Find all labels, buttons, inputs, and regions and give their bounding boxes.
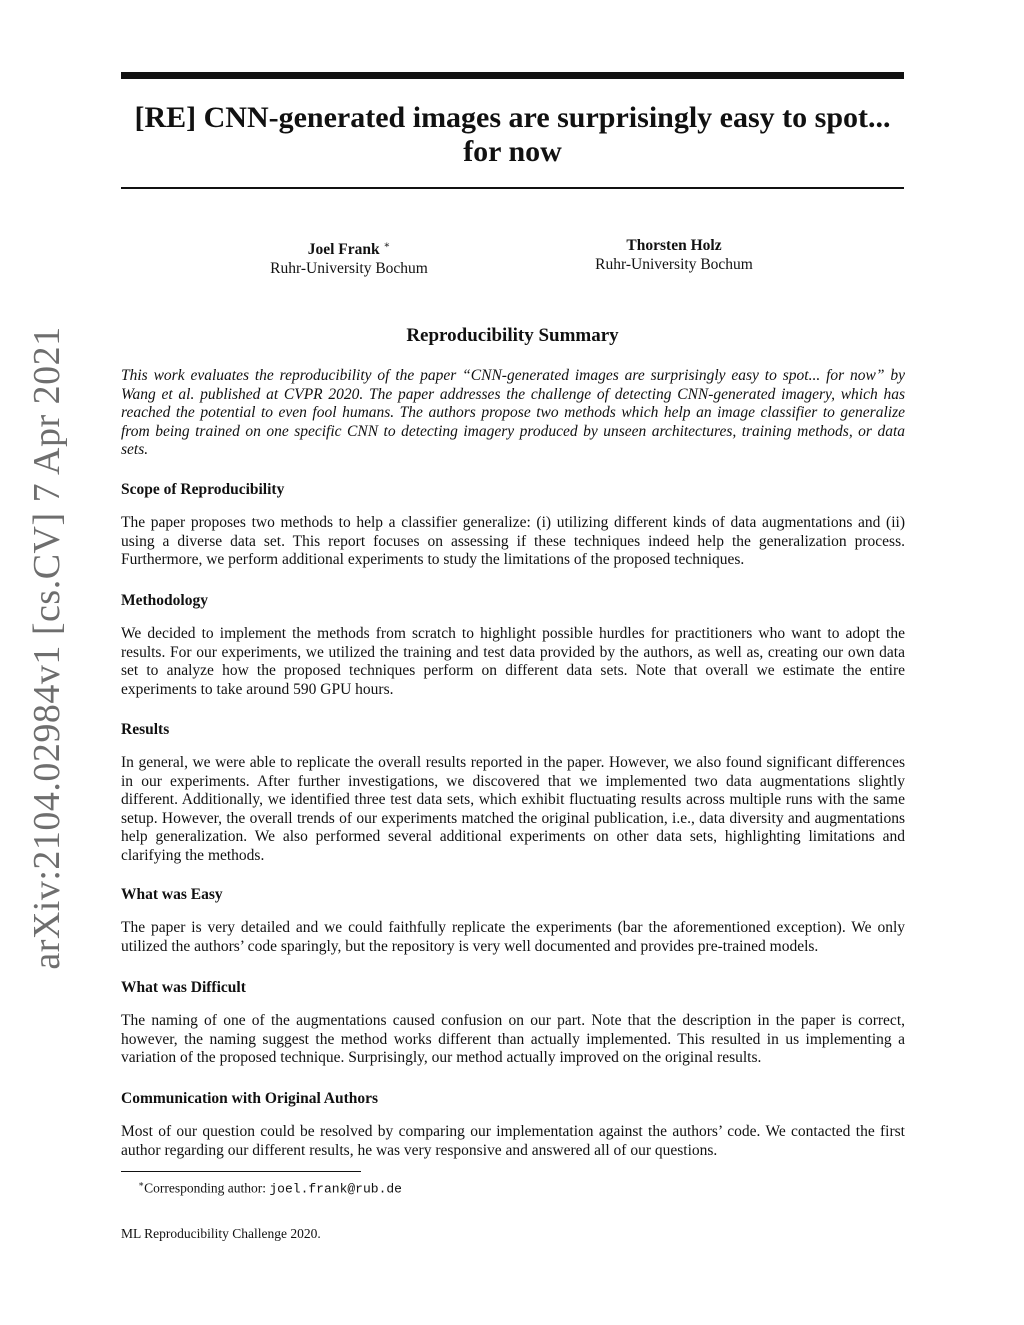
footnote-marker: ∗ <box>138 1179 145 1189</box>
section-heading-communication: Communication with Original Authors <box>121 1090 379 1107</box>
section-heading-difficult: What was Difficult <box>121 979 246 996</box>
author-name: Joel Frank <box>307 241 380 259</box>
section-text-methodology: We decided to implement the methods from scratch to highlight possible hurdles for practitioners who want to adopt the results. For our experiments, we utilized the training and test data provided by the authors, as well as, creating our own data set to analyze how the proposed techniques perform on different data sets. Note that overall we estimate the entire experiments to take around 590 GPU hours. <box>121 625 905 698</box>
section-text-difficult: The naming of one of the augmentations caused confusion on our part. Note that the description in the paper is correct, however, the naming suggest the method works different than actually implemented. This resulted in us implementing a variation of the proposed technique. Surprisingly, our method actually improved on the original results. <box>121 1012 905 1066</box>
footnote-label: Corresponding author: <box>144 1180 266 1196</box>
section-text-results: In general, we were able to replicate the overall results reported in the paper. However, we also found significant differences in our experiments. After further investigations, we discovered that we implemented two data augmentations slightly different. Additionally, we identified three test data sets, which exhibit fluctuating results across multiple runs with the same setup. However, the overall trends of our experiments matched the original publication, i.e., data diversity and augmentations help generalization. We also performed several additional experiments on other data sets, highlighting limitations and clarifying the methods. <box>121 754 905 864</box>
title-bottom-rule <box>121 187 904 189</box>
section-heading-easy: What was Easy <box>121 886 223 903</box>
section-heading-scope: Scope of Reproducibility <box>121 481 285 498</box>
author-block <box>524 236 824 274</box>
footnote-rule <box>121 1171 361 1172</box>
author-block <box>199 236 499 278</box>
paper-title: [RE] CNN-generated images are surprisingly easy to spot... for now <box>134 101 891 168</box>
section-text-scope: The paper proposes two methods to help a classifier generalize: (i) utilizing different kinds of data augmentations and (ii) using a diverse data set. This report focuses on assessing if these techniques indeed help the generalization process. Furthermore, we perform additional experiments to study the limitations of the proposed techniques. <box>121 514 905 568</box>
author-affiliation: Ruhr-University Bochum <box>270 260 428 278</box>
corresponding-email: joel.frank@rub.de <box>269 1181 402 1197</box>
section-text-communication: Most of our question could be resolved by comparing our implementation against the authors’ code. We contacted the first author regarding our different results, he was very responsive and answered all of our questions. <box>121 1123 905 1159</box>
section-text-easy: The paper is very detailed and we could faithfully replicate the experiments (bar the aforementioned exception). We only utilized the authors’ code sparingly, but the repository is very well documented and provides pre-trained models. <box>121 919 905 955</box>
section-heading-results: Results <box>121 721 170 738</box>
arxiv-identifier: arXiv:2104.02984v1 [cs.CV] 7 Apr 2021 <box>26 326 68 970</box>
title-top-rule <box>121 72 904 79</box>
author-name: Thorsten Holz <box>626 237 722 254</box>
author-affiliation: Ruhr-University Bochum <box>595 256 753 273</box>
summary-heading: Reproducibility Summary <box>406 325 619 346</box>
author-footnote-marker: ∗ <box>383 240 391 251</box>
venue-note: ML Reproducibility Challenge 2020. <box>121 1226 321 1241</box>
footnote <box>138 1176 402 1198</box>
section-heading-methodology: Methodology <box>121 592 208 609</box>
abstract-text: This work evaluates the reproducibility of the paper “CNN-generated images are surprisingly easy to spot... for now” by Wang et al. published at CVPR 2020. The paper addresses the challenge of detecting CNN-generated imagery, which has reached the potential to even fool humans. The authors propose two methods which help an image classifier to generalize from being trained on one specific CNN to detecting imagery produced by unseen architectures, training methods, or data sets. <box>121 367 905 458</box>
